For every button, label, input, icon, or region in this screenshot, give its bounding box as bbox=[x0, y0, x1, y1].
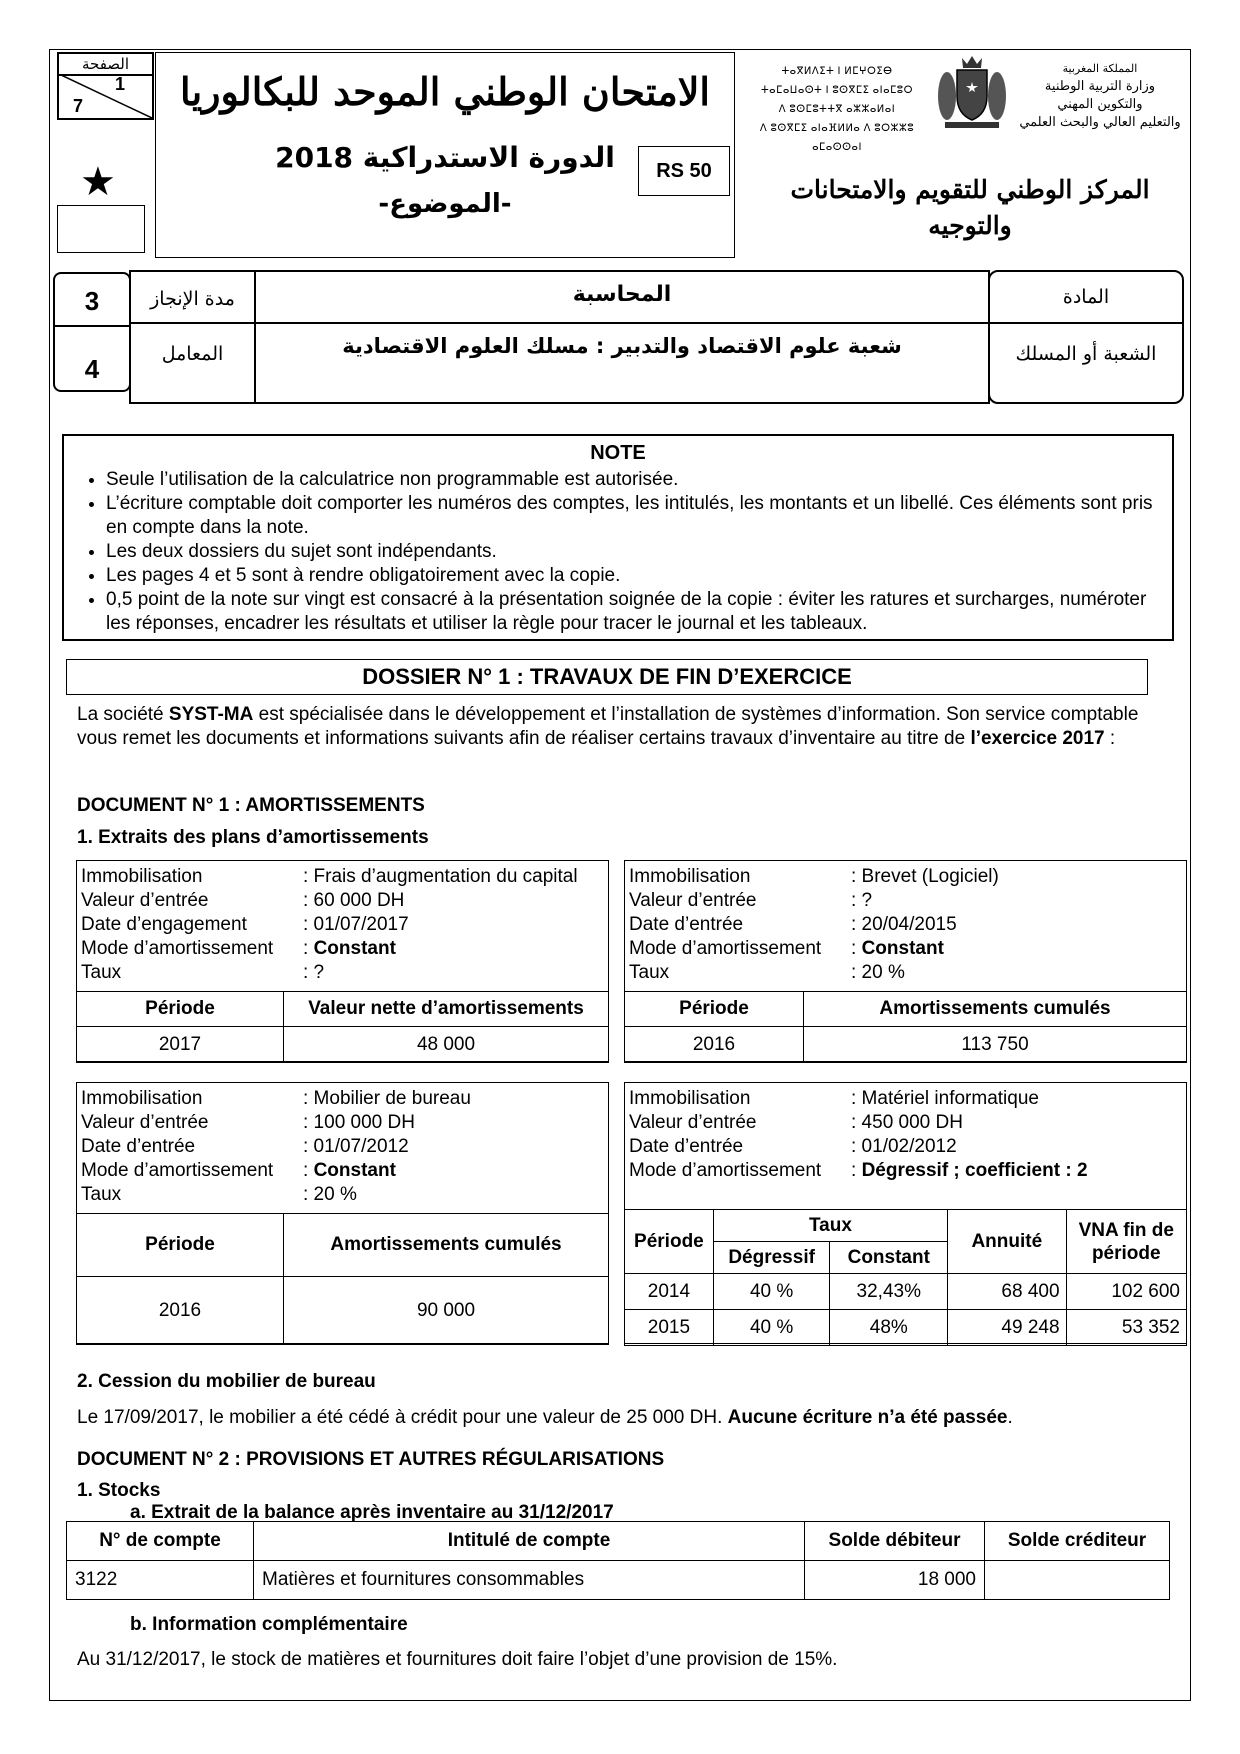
filiere-label: الشعبة أو المسلك bbox=[1015, 343, 1157, 365]
plan-value: : 20 % bbox=[303, 1184, 357, 1205]
ministry-line: والتعليم العالي والبحث العلمي bbox=[1019, 115, 1181, 130]
plan-value: : bbox=[851, 938, 862, 959]
tifinagh-line: ⴷ ⵓⵙⴳⵎⵉ ⴰⵏⴰⴼⵍⵍⴰ ⴷ ⵓⵔⵣⵣⵓ ⴰⵎⴰⵙⵙⴰⵏ bbox=[759, 123, 915, 153]
stocks-title: 1. Stocks bbox=[77, 1480, 161, 1501]
subject-label: -الموضوع- bbox=[378, 189, 512, 219]
note-item: • L’écriture comptable doit comporter les numéros des comptes, les intitulés, les montants et un libellé. Ces éléments sont pris en compte dans la note. bbox=[106, 492, 1156, 540]
plan-key: Valeur d’entrée bbox=[629, 1112, 757, 1133]
exam-title: الامتحان الوطني الموحد للبكالوريا bbox=[180, 69, 710, 114]
note-title: NOTE bbox=[590, 442, 646, 464]
table-cell: 68 400 bbox=[948, 1274, 1066, 1310]
table-header: Constant bbox=[830, 1242, 948, 1274]
doc1-title: DOCUMENT N° 1 : AMORTISSEMENTS bbox=[77, 795, 425, 816]
table-cell: Matières et fournitures consommables bbox=[254, 1561, 805, 1600]
divider bbox=[254, 322, 990, 324]
note-box bbox=[62, 434, 1174, 641]
plan-value: : Frais d’augmentation du capital bbox=[303, 866, 578, 887]
table-cell: 2014 bbox=[625, 1274, 714, 1310]
coat-of-arms-icon bbox=[937, 52, 1007, 130]
plan-key: Mode d’amortissement bbox=[81, 1160, 274, 1181]
intro-text: : bbox=[1104, 728, 1116, 749]
plan-mobilier bbox=[76, 1082, 609, 1344]
duration-label: مدة الإنجاز bbox=[150, 288, 235, 310]
plan-key: Immobilisation bbox=[81, 866, 203, 887]
plan-value: : ? bbox=[851, 890, 873, 911]
plan-value: Constant bbox=[313, 1160, 396, 1181]
intro-paragraph bbox=[77, 703, 1167, 751]
plan-table bbox=[624, 991, 1187, 1063]
coef-label: المعامل bbox=[161, 343, 224, 365]
table-cell bbox=[985, 1561, 1170, 1600]
table-cell: 2017 bbox=[77, 1027, 284, 1063]
table-header: Solde débiteur bbox=[805, 1522, 985, 1561]
table-cell: 3122 bbox=[67, 1561, 254, 1600]
tifinagh-line: ⵜⴰⵎⴰⵡⴰⵙⵜ ⵏ ⵓⵙⴳⵎⵉ ⴰⵏⴰⵎⵓⵔ bbox=[761, 85, 913, 96]
plan-key: Taux bbox=[81, 1184, 122, 1205]
plan-value: : 01/07/2012 bbox=[303, 1136, 409, 1157]
dossier-title: DOSSIER N° 1 : TRAVAUX DE FIN D’EXERCICE bbox=[66, 659, 1148, 695]
intro-text: est spécialisée dans le développement et l’installation de systèmes d’information. Son service comptable vous remet les documents et informations suivants afin de réaliser certains travaux d’inventaire au titre de bbox=[77, 704, 1139, 749]
cession-bold: Aucune écriture n’a été passée bbox=[727, 1407, 1008, 1428]
divider bbox=[988, 322, 1184, 324]
session-title: الدورة الاستدراكية 2018 bbox=[275, 141, 615, 174]
table-cell: 2016 bbox=[77, 1277, 284, 1345]
plan-key: Date d’entrée bbox=[81, 1136, 196, 1157]
tifinagh-line: ⴷ ⵓⵙⵎⵓⵜⵜⴳ ⴰⵣⵣⴰⵍⴰⵏ bbox=[778, 104, 896, 115]
plan-materiel-informatique bbox=[624, 1082, 1187, 1344]
table-header: Amortissements cumulés bbox=[804, 992, 1187, 1027]
plan-value: Constant bbox=[861, 938, 944, 959]
plan-key: Date d’engagement bbox=[81, 914, 247, 935]
plan-value: : 01/02/2012 bbox=[851, 1136, 957, 1157]
matiere-value: المحاسبة bbox=[572, 282, 672, 307]
plan-table bbox=[76, 991, 609, 1063]
note-list bbox=[78, 468, 1156, 636]
table-header: Dégressif bbox=[713, 1242, 830, 1274]
plan-table bbox=[624, 1209, 1187, 1346]
center-name: المركز الوطني للتقويم والامتحانات والتوجيه bbox=[790, 175, 1150, 240]
table-cell: 32,43% bbox=[830, 1274, 948, 1310]
note-item: • Seule l’utilisation de la calculatrice non programmable est autorisée. bbox=[106, 468, 1156, 492]
table-header: Annuité bbox=[948, 1210, 1066, 1274]
tifinagh-ministry-text bbox=[742, 62, 932, 157]
table-cell: 102 600 bbox=[1066, 1274, 1186, 1310]
plan-value: Dégressif ; coefficient : 2 bbox=[861, 1160, 1088, 1181]
plan-key: Mode d’amortissement bbox=[629, 1160, 822, 1181]
table-header: N° de compte bbox=[67, 1522, 254, 1561]
plan-value: : 01/07/2017 bbox=[303, 914, 409, 935]
note-item: • Les deux dossiers du sujet sont indépendants. bbox=[106, 540, 1156, 564]
table-header: Valeur nette d’amortissements bbox=[284, 992, 609, 1027]
table-cell: 18 000 bbox=[805, 1561, 985, 1600]
duration-value: 3 bbox=[84, 286, 100, 316]
balance-table bbox=[66, 1521, 1170, 1600]
cession-paragraph bbox=[77, 1406, 1167, 1430]
stocks-b-title: b. Information complémentaire bbox=[130, 1614, 408, 1635]
table-cell: 113 750 bbox=[804, 1027, 1187, 1063]
plan-value: : Mobilier de bureau bbox=[303, 1088, 471, 1109]
star-icon: ★ bbox=[80, 160, 116, 204]
note-item: • 0,5 point de la note sur vingt est consacré à la présentation soignée de la copie : éviter les ratures et surcharges, numéroter les réponses, encadrer les résultats et utiliser la règle pour tracer le journal et les tableaux. bbox=[106, 588, 1156, 636]
page-current: 1 bbox=[115, 74, 126, 94]
plan-value: : 20 % bbox=[851, 962, 905, 983]
table-cell: 53 352 bbox=[1066, 1310, 1186, 1346]
plan-key: Immobilisation bbox=[81, 1088, 203, 1109]
cession-text: . bbox=[1007, 1407, 1013, 1428]
plan-value: : bbox=[303, 1160, 314, 1181]
table-cell: 40 % bbox=[713, 1274, 830, 1310]
doc2-title: DOCUMENT N° 2 : PROVISIONS ET AUTRES RÉGULARISATIONS bbox=[77, 1449, 665, 1470]
table-header: Période bbox=[77, 1214, 284, 1277]
table-cell: 49 248 bbox=[948, 1310, 1066, 1346]
plan-key: Valeur d’entrée bbox=[81, 1112, 209, 1133]
table-header: Période bbox=[77, 992, 284, 1027]
stocks-a-title: a. Extrait de la balance après inventaire au 31/12/2017 bbox=[130, 1502, 614, 1523]
plan-value: : bbox=[851, 1160, 862, 1181]
plan-table bbox=[76, 1213, 609, 1345]
blank-box bbox=[57, 205, 145, 253]
page-total: 7 bbox=[73, 96, 84, 116]
plan-brevet bbox=[624, 860, 1187, 1062]
table-header: Taux bbox=[713, 1210, 947, 1242]
page-number-box bbox=[57, 52, 154, 120]
note-item: • Les pages 4 et 5 sont à rendre obligatoirement avec la copie. bbox=[106, 564, 1156, 588]
table-header: Amortissements cumulés bbox=[284, 1214, 609, 1277]
plan-value: : ? bbox=[303, 962, 325, 983]
plan-key: Mode d’amortissement bbox=[81, 938, 274, 959]
plan-key: Immobilisation bbox=[629, 866, 751, 887]
divider bbox=[129, 322, 256, 324]
exam-code: RS 50 bbox=[638, 146, 730, 196]
page-label: الصفحة bbox=[59, 54, 152, 76]
divider bbox=[53, 325, 131, 327]
table-header: Période bbox=[625, 1210, 714, 1274]
table-cell: 48 000 bbox=[284, 1027, 609, 1063]
plan-value: : 20/04/2015 bbox=[851, 914, 957, 935]
filiere-value: شعبة علوم الاقتصاد والتدبير : مسلك العلوم الاقتصادية bbox=[342, 334, 902, 358]
ministry-line: والتكوين المهني bbox=[1057, 97, 1143, 112]
ministry-name bbox=[1010, 60, 1190, 132]
intro-text: La société bbox=[77, 704, 169, 725]
tifinagh-line: ⵜⴰⴳⵍⴷⵉⵜ ⵏ ⵍⵎⵖⵔⵉⴱ bbox=[781, 66, 893, 77]
ministry-line: المملكة المغربية bbox=[1062, 62, 1138, 75]
table-cell: 48% bbox=[830, 1310, 948, 1346]
table-header: VNA fin de période bbox=[1066, 1210, 1186, 1274]
plan-key: Valeur d’entrée bbox=[81, 890, 209, 911]
plan-key: Date d’entrée bbox=[629, 1136, 744, 1157]
ministry-line: وزارة التربية الوطنية bbox=[1044, 79, 1156, 94]
table-header: Période bbox=[625, 992, 804, 1027]
company-name: SYST-MA bbox=[168, 704, 254, 725]
matiere-label: المادة bbox=[1062, 286, 1110, 308]
coef-value: 4 bbox=[84, 354, 100, 384]
plan-value: : 60 000 DH bbox=[303, 890, 405, 911]
plan-frais-augmentation bbox=[76, 860, 609, 1062]
table-header: Intitulé de compte bbox=[254, 1522, 805, 1561]
plan-value: : bbox=[303, 938, 314, 959]
plan-key: Valeur d’entrée bbox=[629, 890, 757, 911]
exercise-label: l’exercice 2017 bbox=[970, 728, 1105, 749]
table-header: Solde créditeur bbox=[985, 1522, 1170, 1561]
table-cell: 2015 bbox=[625, 1310, 714, 1346]
plan-value: : Matériel informatique bbox=[851, 1088, 1039, 1109]
plan-key: Immobilisation bbox=[629, 1088, 751, 1109]
cession-title: 2. Cession du mobilier de bureau bbox=[77, 1371, 376, 1392]
plan-value: : 100 000 DH bbox=[303, 1112, 415, 1133]
plan-key: Mode d’amortissement bbox=[629, 938, 822, 959]
table-cell: 2016 bbox=[625, 1027, 804, 1063]
table-cell: 40 % bbox=[713, 1310, 830, 1346]
plan-value: : 450 000 DH bbox=[851, 1112, 963, 1133]
doc1-subtitle: 1. Extraits des plans d’amortissements bbox=[77, 827, 429, 848]
plan-key: Taux bbox=[629, 962, 670, 983]
plan-value: Constant bbox=[313, 938, 396, 959]
stocks-info: Au 31/12/2017, le stock de matières et fournitures doit faire l’objet d’une provision de 15%. bbox=[77, 1649, 838, 1670]
plan-value: : Brevet (Logiciel) bbox=[851, 866, 999, 887]
cession-text: Le 17/09/2017, le mobilier a été cédé à crédit pour une valeur de 25 000 DH. bbox=[77, 1407, 728, 1428]
table-cell: 90 000 bbox=[284, 1277, 609, 1345]
plan-key: Taux bbox=[81, 962, 122, 983]
plan-key: Date d’entrée bbox=[629, 914, 744, 935]
